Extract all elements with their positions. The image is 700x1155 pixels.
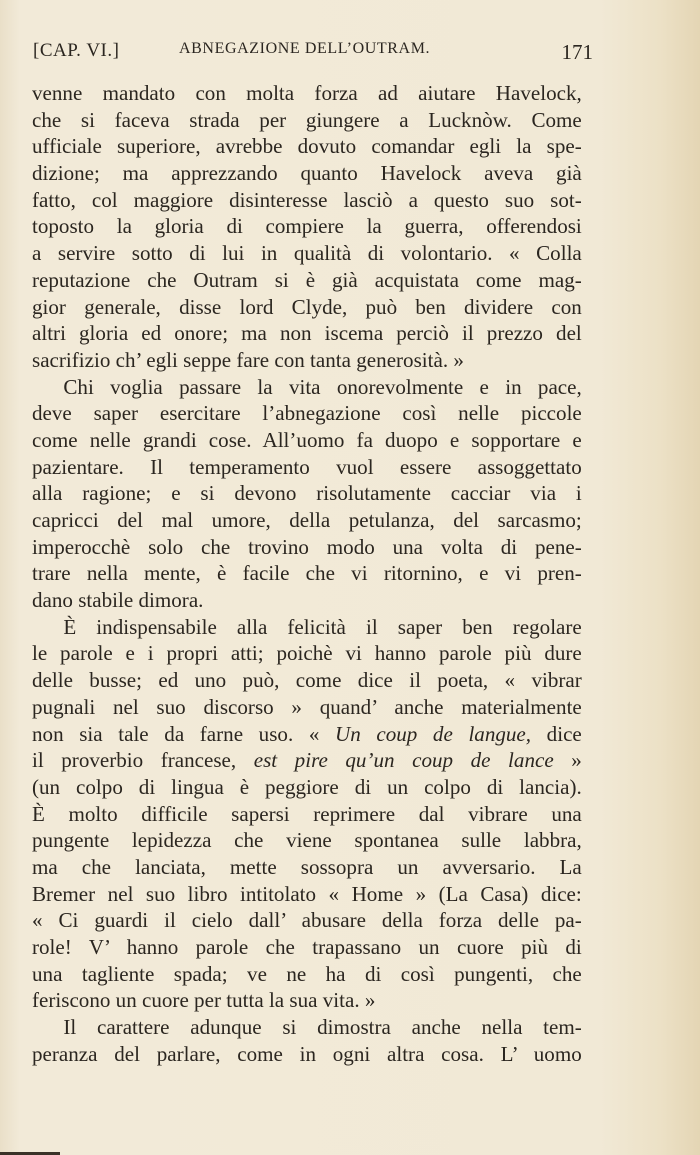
text-segment: le parole e i propri atti; poichè vi hanno parole più dure — [32, 641, 582, 666]
text-segment: alla ragione; e si devono risolutamente cacciar via i — [32, 481, 582, 506]
text-line — [32, 854, 582, 881]
text-line — [32, 187, 582, 214]
page-number: 171 — [561, 40, 593, 64]
text-line — [32, 347, 582, 374]
text-line — [32, 534, 582, 561]
paragraph — [32, 614, 593, 1014]
text-line — [32, 667, 582, 694]
page-body — [32, 80, 593, 1067]
chapter-label: [CAP. VI.] — [33, 40, 120, 61]
text-segment: non sia tale da farne uso. « — [32, 721, 335, 746]
text-line — [32, 80, 582, 107]
text-line — [32, 774, 582, 801]
text-segment: È molto difficile sapersi reprimere dal vibrare una — [32, 801, 582, 826]
paragraph — [32, 1014, 593, 1067]
text-segment: deve saper esercitare l’abnegazione così nelle piccole — [32, 401, 582, 426]
text-segment: role! V’ hanno parole che trapassano un cuore più di — [32, 935, 582, 959]
text-segment: reputazione che Outram si è già acquistata come mag- — [32, 267, 582, 292]
text-segment: « Ci guardi il cielo dall’ abusare della forza delle pa- — [32, 908, 582, 933]
text-segment: dano stabile dimora. — [32, 588, 204, 613]
text-line — [32, 320, 582, 347]
text-segment: pugnali nel suo discorso » quand’ anche materialmente — [32, 694, 582, 719]
text-segment: pazientare. Il temperamento vuol essere assoggettato — [32, 454, 582, 479]
text-segment: trare nella mente, è facile che vi ritornino, e vi pren- — [32, 561, 582, 586]
paragraph — [32, 80, 593, 374]
text-segment: che si faceva strada per giungere a Lucknòw. Come — [32, 107, 582, 132]
text-line — [32, 133, 582, 160]
text-line — [32, 907, 582, 934]
paragraph — [32, 374, 593, 614]
text-line — [32, 560, 582, 587]
text-line — [32, 427, 582, 454]
text-line — [32, 694, 582, 721]
text-line — [32, 240, 582, 267]
text-line — [32, 827, 582, 854]
text-segment: ma che lanciata, mette sossopra un avversario. La — [32, 854, 582, 879]
text-segment: gior generale, disse lord Clyde, può ben dividere con — [32, 294, 582, 319]
text-segment: a servire sotto di lui in qualità di volontario. « Colla — [32, 241, 582, 266]
text-segment: dizione; ma apprezzando quanto Havelock aveva già — [32, 161, 582, 186]
text-segment: toposto la gloria di compiere la guerra, offerendosi — [32, 214, 582, 239]
text-segment: pungente lepidezza che viene spontanea sulle labbra, — [32, 828, 582, 853]
text-segment: delle busse; ed uno può, come dice il poeta, « vibrar — [32, 668, 582, 693]
text-line — [32, 374, 582, 401]
text-line — [32, 294, 582, 321]
text-segment: imperocchè solo che trovino modo una volta di pene- — [32, 534, 582, 559]
running-title: ABNEGAZIONE DELL’OUTRAM. — [179, 40, 431, 57]
text-line — [32, 881, 582, 908]
text-segment: ufficiale superiore, avrebbe dovuto comandar egli la spe- — [32, 134, 582, 159]
text-segment: una tagliente spada; ve ne ha di così pungenti, che — [32, 961, 582, 986]
text-line — [32, 747, 582, 774]
text-line — [32, 934, 582, 961]
text-line — [32, 801, 582, 828]
text-line — [32, 587, 582, 614]
text-segment: È indispensabile alla felicità il saper ben regolare — [63, 614, 582, 639]
text-segment: altri gloria ed onore; ma non iscema perciò il prezzo del — [32, 321, 582, 346]
text-line — [32, 1041, 582, 1068]
text-segment: capricci del mal umore, della petulanza, del sarcasmo; — [32, 508, 582, 532]
text-line — [32, 160, 582, 187]
text-segment: Bremer nel suo libro intitolato « Home » (La Casa) dice: — [32, 881, 582, 906]
text-line — [32, 640, 582, 667]
text-segment: dice — [531, 721, 582, 746]
text-segment: (un colpo di lingua è peggiore di un colpo di lancia). — [32, 774, 582, 799]
text-segment: sacrifizio ch’ egli seppe fare con tanta generosità. » — [32, 347, 464, 372]
text-line — [32, 1014, 582, 1041]
text-line — [32, 614, 582, 641]
text-line — [32, 961, 582, 988]
text-line — [32, 267, 582, 294]
text-line — [32, 721, 582, 748]
text-line — [32, 107, 582, 134]
text-line — [32, 213, 582, 240]
text-segment: Chi voglia passare la vita onorevolmente e in pace, — [63, 374, 582, 399]
text-segment: come nelle grandi cose. All’uomo fa duopo e sopportare e — [32, 427, 582, 452]
italic-text: Un coup de langue, — [334, 721, 532, 746]
text-segment: » — [553, 748, 582, 773]
text-line — [32, 400, 582, 427]
text-line — [32, 454, 582, 481]
running-header — [33, 40, 593, 70]
text-line — [32, 507, 582, 534]
text-segment: peranza del parlare, come in ogni altra cosa. L’ uomo — [32, 1041, 582, 1066]
text-segment: feriscono un cuore per tutta la sua vita. » — [32, 988, 376, 1013]
text-segment: il proverbio francese, — [32, 748, 254, 773]
italic-text: est pire qu’un coup de lance — [253, 748, 554, 773]
text-segment: Il carattere adunque si dimostra anche nella tem- — [63, 1015, 582, 1040]
text-line — [32, 987, 582, 1014]
text-segment: venne mandato con molta forza ad aiutare Havelock, — [32, 81, 582, 105]
text-segment: fatto, col maggiore disinteresse lasciò a questo suo sot- — [32, 187, 582, 212]
text-line — [32, 480, 582, 507]
